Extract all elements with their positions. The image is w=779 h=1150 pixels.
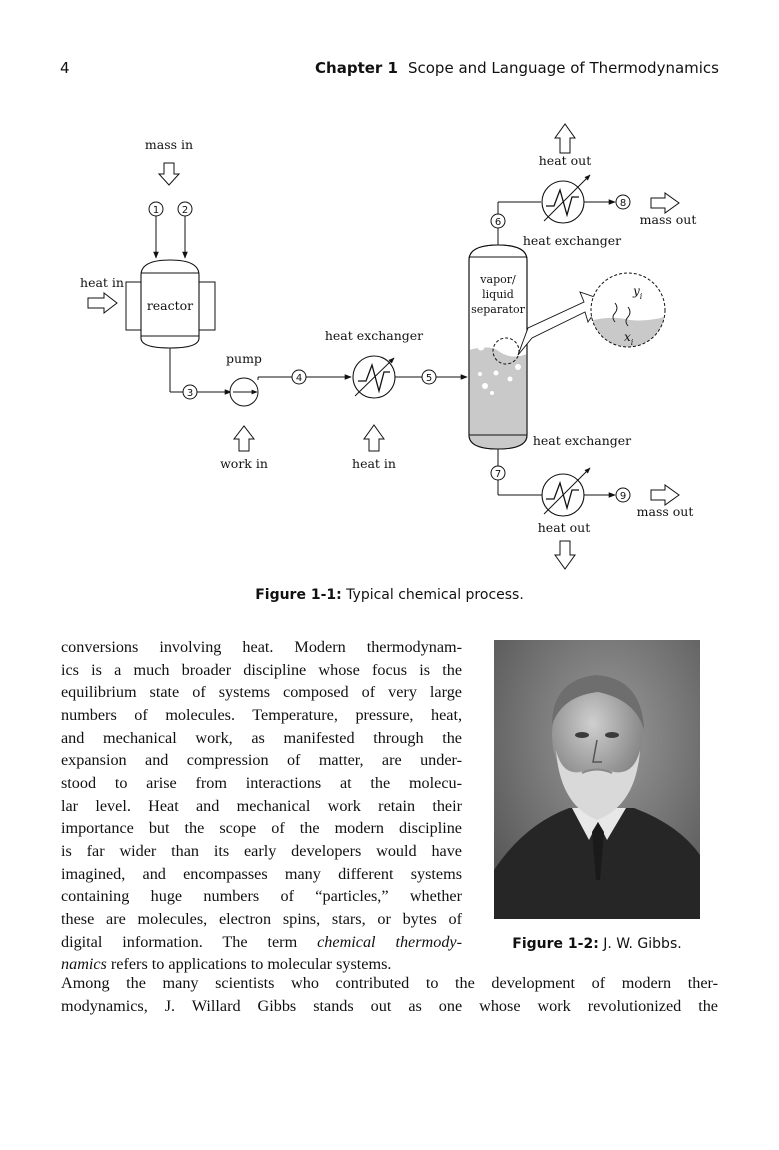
svg-text:liquid: liquid	[482, 288, 514, 301]
heat-in-bottom-arrow	[364, 425, 384, 451]
figure-2-caption-label: Figure 1-2:	[512, 936, 599, 952]
molecular-zoom-bubble	[585, 273, 672, 355]
stream-4	[258, 370, 351, 384]
chemical-process-diagram	[0, 110, 779, 580]
pump-label: pump	[226, 351, 262, 366]
chapter-title: Scope and Language of Thermodynamics	[407, 59, 719, 77]
stream-7	[491, 449, 542, 495]
heat-exchanger-bottom	[542, 468, 590, 516]
svg-text:4: 4	[295, 373, 303, 384]
heat-exchanger-top-label: heat exchanger	[522, 233, 622, 248]
body-line: numbers of molecules. Temperature, pressure, heat,	[61, 705, 462, 724]
svg-text:2: 2	[181, 205, 189, 216]
heat-out-top-arrow	[555, 124, 575, 153]
figure-1-caption-label: Figure 1-1:	[255, 587, 342, 603]
body-line: is far wider than its early developers would have	[61, 841, 462, 860]
emphasis-term: namics	[61, 955, 107, 974]
svg-text:8: 8	[619, 198, 627, 209]
svg-text:separator: separator	[471, 303, 525, 316]
svg-text:3: 3	[186, 388, 194, 399]
stream-9	[584, 488, 630, 502]
zoom-arrow	[518, 292, 603, 355]
y-i-label: $y_i$	[633, 284, 643, 301]
body-line: conversions involving heat. Modern thermodynam-	[61, 638, 462, 656]
reactor-label: reactor	[146, 298, 194, 313]
stream-8	[584, 195, 630, 209]
work-in-arrow	[234, 426, 254, 451]
figure-2-caption-text: J. W. Gibbs.	[603, 936, 682, 952]
x-i-label: $x_i$	[624, 330, 634, 347]
chapter-label: Chapter 1	[315, 59, 398, 77]
heat-exchanger-mid-label: heat exchanger	[324, 328, 424, 343]
body-text-span: digital information. The term	[61, 932, 318, 951]
page-number: 4	[60, 59, 70, 77]
figure-1-caption	[0, 587, 779, 603]
svg-text:5: 5	[425, 373, 433, 384]
heat-in-left-arrow	[88, 293, 117, 313]
svg-text:9: 9	[619, 491, 627, 502]
body-line: equilibrium state of systems composed of very large	[61, 683, 462, 702]
mass-out-bottom-arrow	[651, 485, 679, 505]
body-line: these are molecules, electron spins, stars, or bytes of	[61, 909, 462, 928]
body-paragraph-continued	[61, 972, 718, 1017]
pump	[226, 351, 262, 406]
body-line	[61, 931, 462, 954]
body-line: and mechanical work, as manifested through the	[61, 728, 462, 747]
stream-3	[170, 348, 231, 399]
body-line: expansion and compression of matter, are under-	[61, 751, 462, 770]
heat-exchanger-bottom-label: heat exchanger	[532, 433, 632, 448]
body-line: Among the many scientists who contributed to the development of modern ther-	[61, 974, 718, 992]
body-paragraph	[61, 636, 462, 976]
stream-1	[149, 202, 163, 258]
running-header	[315, 59, 719, 77]
heat-in-left-label: heat in	[80, 275, 124, 290]
svg-text:vapor/: vapor/	[480, 273, 516, 286]
vapor-liquid-separator	[469, 245, 527, 449]
mass-out-top-label: mass out	[639, 212, 697, 227]
heat-out-top-label: heat out	[538, 153, 592, 168]
body-line: importance but the scope of the modern discipline	[61, 819, 462, 838]
gibbs-portrait-photo	[494, 640, 700, 919]
body-line: imagined, and encompasses many different systems	[61, 864, 462, 883]
figure-1-caption-text: Typical chemical process.	[346, 587, 524, 603]
stream-5	[395, 370, 467, 384]
heat-out-bottom-arrow	[555, 541, 575, 569]
body-line: containing huge numbers of “particles,” whether	[61, 887, 462, 906]
body-text-span: refers to applications to molecular systems.	[106, 955, 392, 974]
svg-text:7: 7	[494, 469, 502, 480]
body-line: ics is a much broader discipline whose focus is the	[61, 660, 462, 679]
work-in-label: work in	[220, 456, 268, 471]
heat-exchanger-top	[523, 175, 621, 248]
mass-in-arrow	[159, 163, 179, 185]
mass-out-bottom-label: mass out	[636, 504, 694, 519]
body-line: modynamics, J. Willard Gibbs stands out as one whose work revolutionized the	[61, 996, 718, 1015]
mass-in-label: mass in	[144, 137, 194, 152]
body-line: lar level. Heat and mechanical work retain their	[61, 796, 462, 815]
body-line: stood to arise from interactions at the molecu-	[61, 773, 462, 792]
heat-out-bottom-label: heat out	[537, 520, 591, 535]
heat-exchanger-mid	[325, 328, 423, 398]
reactor-vessel	[126, 260, 215, 348]
heat-in-bottom-label: heat in	[352, 456, 396, 471]
figure-2-caption	[494, 936, 700, 952]
svg-text:1: 1	[152, 205, 160, 216]
mass-out-top-arrow	[651, 193, 679, 213]
stream-2	[178, 202, 192, 258]
svg-text:6: 6	[494, 217, 502, 228]
emphasis-term: chemical thermody-	[317, 932, 462, 951]
